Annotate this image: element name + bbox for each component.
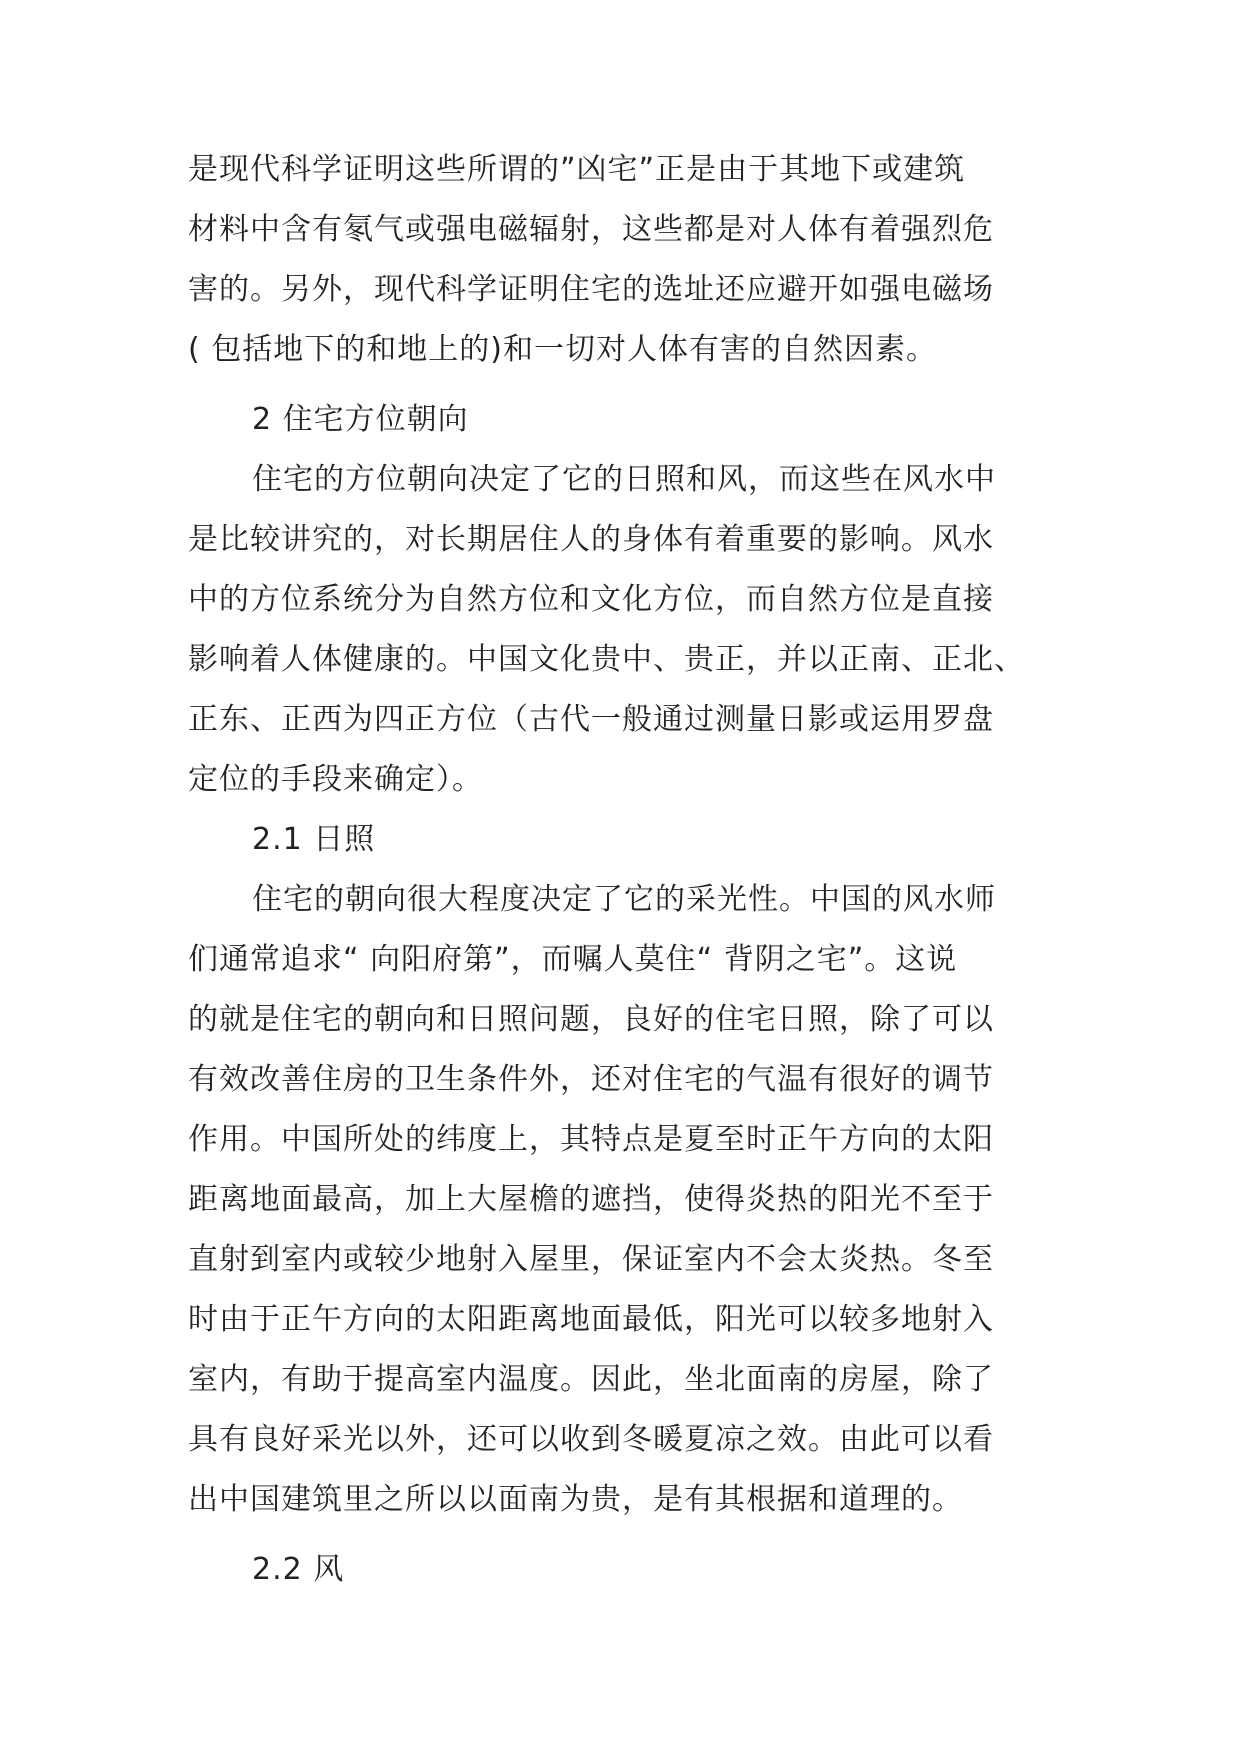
text-line: 出中国建筑里之所以以面南为贵，是有其根据和道理的。 bbox=[188, 1482, 963, 1517]
text-line: 害的。另外，现代科学证明住宅的选址还应避开如强电磁场 bbox=[188, 272, 994, 307]
text-line: 材料中含有氡气或强电磁辐射，这些都是对人体有着强烈危 bbox=[188, 212, 994, 247]
text-line: 是现代科学证明这些所谓的”凶宅”正是由于其地下或建筑 bbox=[188, 152, 966, 187]
text-line: 们通常追求“ 向阳府第”，而嘱人莫住“ 背阴之宅”。这说 bbox=[188, 942, 958, 977]
text-line: 具有良好采光以外，还可以收到冬暖夏凉之效。由此可以看 bbox=[188, 1422, 994, 1457]
text-line: 是比较讲究的，对长期居住人的身体有着重要的影响。风水 bbox=[188, 522, 994, 557]
text-line: 住宅的朝向很大程度决定了它的采光性。中国的风水师 bbox=[252, 882, 996, 917]
section-heading: 2.2 风 bbox=[252, 1552, 345, 1587]
text-line: 距离地面最高，加上大屋檐的遮挡，使得炎热的阳光不至于 bbox=[188, 1182, 994, 1217]
text-line: 正东、正西为四正方位（古代一般通过测量日影或运用罗盘 bbox=[188, 702, 994, 737]
text-line: 室内，有助于提高室内温度。因此，坐北面南的房屋，除了 bbox=[188, 1362, 994, 1397]
text-line: 直射到室内或较少地射入屋里，保证室内不会太炎热。冬至 bbox=[188, 1242, 994, 1277]
text-line: 影响着人体健康的。中国文化贵中、贵正，并以正南、正北、 bbox=[188, 642, 1025, 677]
text-line: 中的方位系统分为自然方位和文化方位，而自然方位是直接 bbox=[188, 582, 994, 617]
text-line: 有效改善住房的卫生条件外，还对住宅的气温有很好的调节 bbox=[188, 1062, 994, 1097]
text-line: 住宅的方位朝向决定了它的日照和风，而这些在风水中 bbox=[252, 462, 996, 497]
text-line: 定位的手段来确定）。 bbox=[188, 762, 483, 797]
text-line: ( 包括地下的和地上的)和一切对人体有害的自然因素。 bbox=[188, 332, 937, 367]
section-heading: 2.1 日照 bbox=[252, 822, 376, 857]
text-line: 时由于正午方向的太阳距离地面最低，阳光可以较多地射入 bbox=[188, 1302, 994, 1337]
section-heading: 2 住宅方位朝向 bbox=[252, 402, 469, 437]
text-line: 的就是住宅的朝向和日照问题，良好的住宅日照，除了可以 bbox=[188, 1002, 994, 1037]
text-line: 作用。中国所处的纬度上，其特点是夏至时正午方向的太阳 bbox=[188, 1122, 994, 1157]
